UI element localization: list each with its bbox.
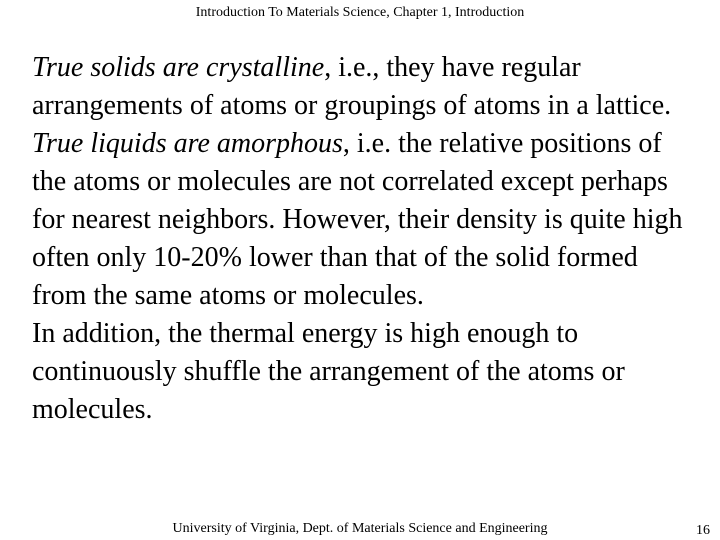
paragraph-amorphous-text: , i.e. the relative positions of the atoms or molecules are not correlated except perhaps for nearest neighbors. However, their density is quite high often only 10-20% lower than that of the solid formed from the same atoms or molecules. <box>32 128 683 311</box>
paragraph-amorphous <box>32 125 692 315</box>
paragraph-crystalline-text: , i.e., they have regular arrangements of atoms or groupings of atoms in a lattice. <box>32 52 672 121</box>
slide-header: Introduction To Materials Science, Chapter 1, Introduction <box>195 5 525 20</box>
slide-footer: University of Virginia, Dept. of Materials Science and Engineering <box>172 521 548 536</box>
emphasis-crystalline: True solids are crystalline <box>32 52 325 83</box>
slide-body <box>32 49 692 429</box>
page-number: 16 <box>696 523 710 538</box>
emphasis-amorphous: True liquids are amorphous <box>32 128 343 159</box>
paragraph-thermal-energy: In addition, the thermal energy is high enough to continuously shuffle the arrangement of the atoms or molecules. <box>32 318 625 425</box>
paragraph-crystalline <box>32 49 692 125</box>
